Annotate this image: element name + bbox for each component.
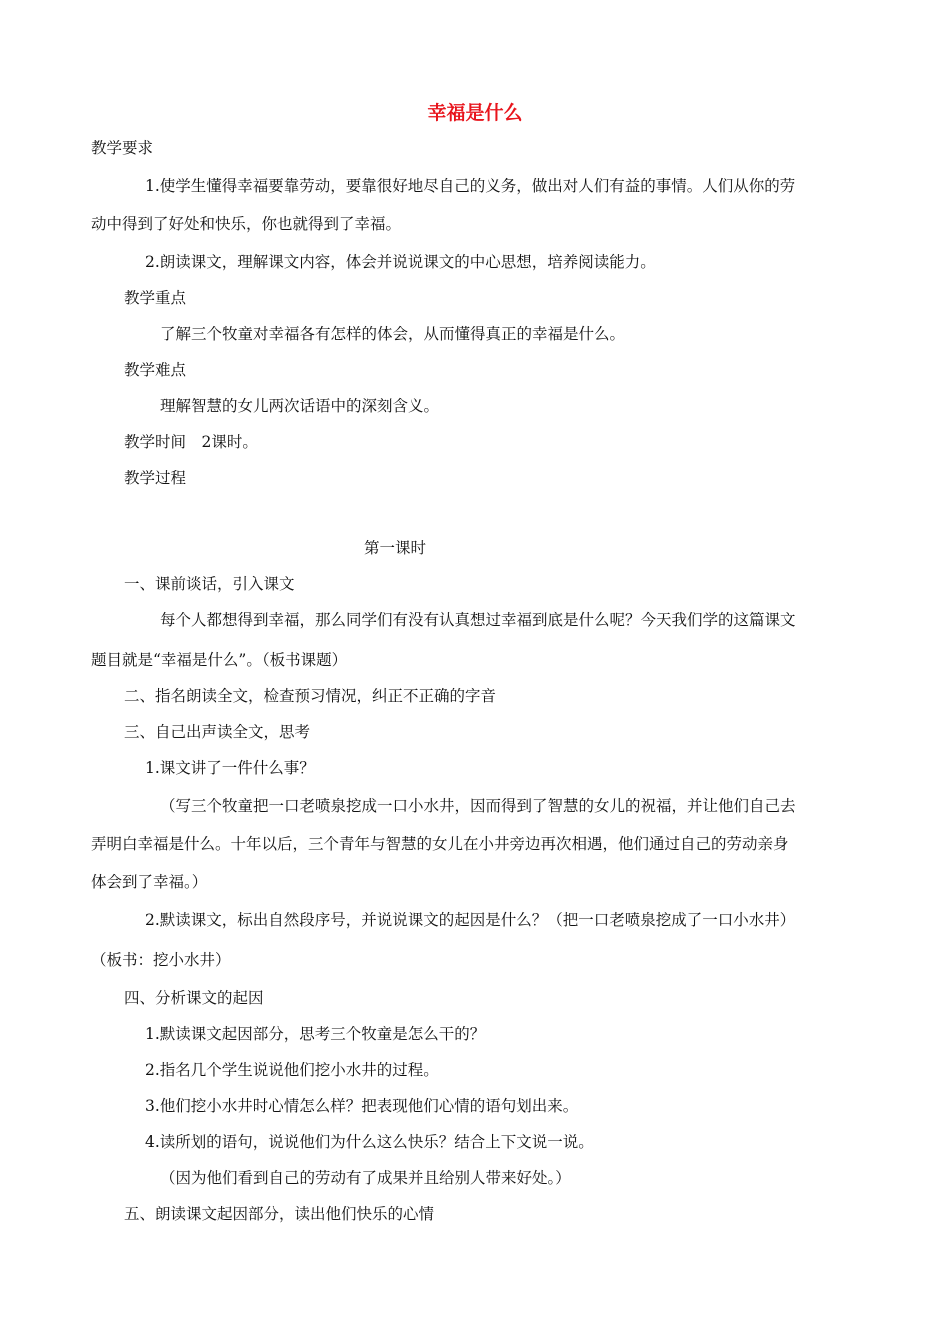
answer-1-line-3: 体会到了幸福。） [91,873,208,891]
section-1-text-line-2: 题目就是“幸福是什么”。（板书课题） [91,651,348,669]
section-1-heading: 一、课前谈话，引入课文 [124,575,295,593]
section-4-item-3: 3.他们挖小水井时心情怎么样？把表现他们心情的语句划出来。 [145,1097,579,1115]
section-1-text-line-1: 每个人都想得到幸福，那么同学们有没有认真想过幸福到底是什么呢？今天我们学的这篇课文 [160,611,796,629]
heading-teaching-process: 教学过程 [124,469,187,487]
lesson-one-heading: 第一课时 [363,539,426,557]
requirement-1-line-1: 1.使学生懂得幸福要靠劳动，要靠很好地尽自己的义务，做出对人们有益的事情。人们从你的劳 [145,177,796,195]
section-2-heading: 二、指名朗读全文，检查预习情况，纠正不正确的字音 [124,687,497,705]
requirement-1-line-2: 动中得到了好处和快乐，你也就得到了幸福。 [91,215,402,233]
heading-key-points: 教学重点 [124,289,187,307]
section-5-heading: 五、朗读课文起因部分，读出他们快乐的心情 [124,1205,435,1223]
difficulties-text: 理解智慧的女儿两次话语中的深刻含义。 [160,397,440,415]
requirement-2: 2.朗读课文，理解课文内容，体会并说说课文的中心思想，培养阅读能力。 [145,253,656,271]
question-1: 1.课文讲了一件什么事？ [145,759,315,777]
section-4-answer: （因为他们看到自己的劳动有了成果并且给别人带来好处。） [160,1169,571,1187]
answer-1-line-1: （写三个牧童把一口老喷泉挖成一口小水井，因而得到了智慧的女儿的祝福，并让他们自己去 [160,797,796,815]
board-note: （板书：挖小水井） [91,951,231,969]
section-4-heading: 四、分析课文的起因 [124,989,264,1007]
heading-difficulties: 教学难点 [124,361,187,379]
section-4-item-2: 2.指名几个学生说说他们挖小水井的过程。 [145,1061,439,1079]
teaching-time: 教学时间 2课时。 [124,433,258,451]
key-points-text: 了解三个牧童对幸福各有怎样的体会，从而懂得真正的幸福是什么。 [160,325,626,343]
section-3-heading: 三、自己出声读全文，思考 [124,723,311,741]
answer-1-line-2: 弄明白幸福是什么。十年以后，三个青年与智慧的女儿在小井旁边再次相遇，他们通过自己的劳动亲身 [91,835,789,853]
document-title: 幸福是什么 [427,102,523,124]
section-4-item-4: 4.读所划的语句，说说他们为什么这么快乐？结合上下文说一说。 [145,1133,594,1151]
section-4-item-1: 1.默读课文起因部分，思考三个牧童是怎么干的？ [145,1025,486,1043]
question-2: 2.默读课文，标出自然段序号，并说说课文的起因是什么？（把一口老喷泉挖成了一口小水井） [145,911,796,929]
heading-teaching-requirements: 教学要求 [91,139,154,157]
